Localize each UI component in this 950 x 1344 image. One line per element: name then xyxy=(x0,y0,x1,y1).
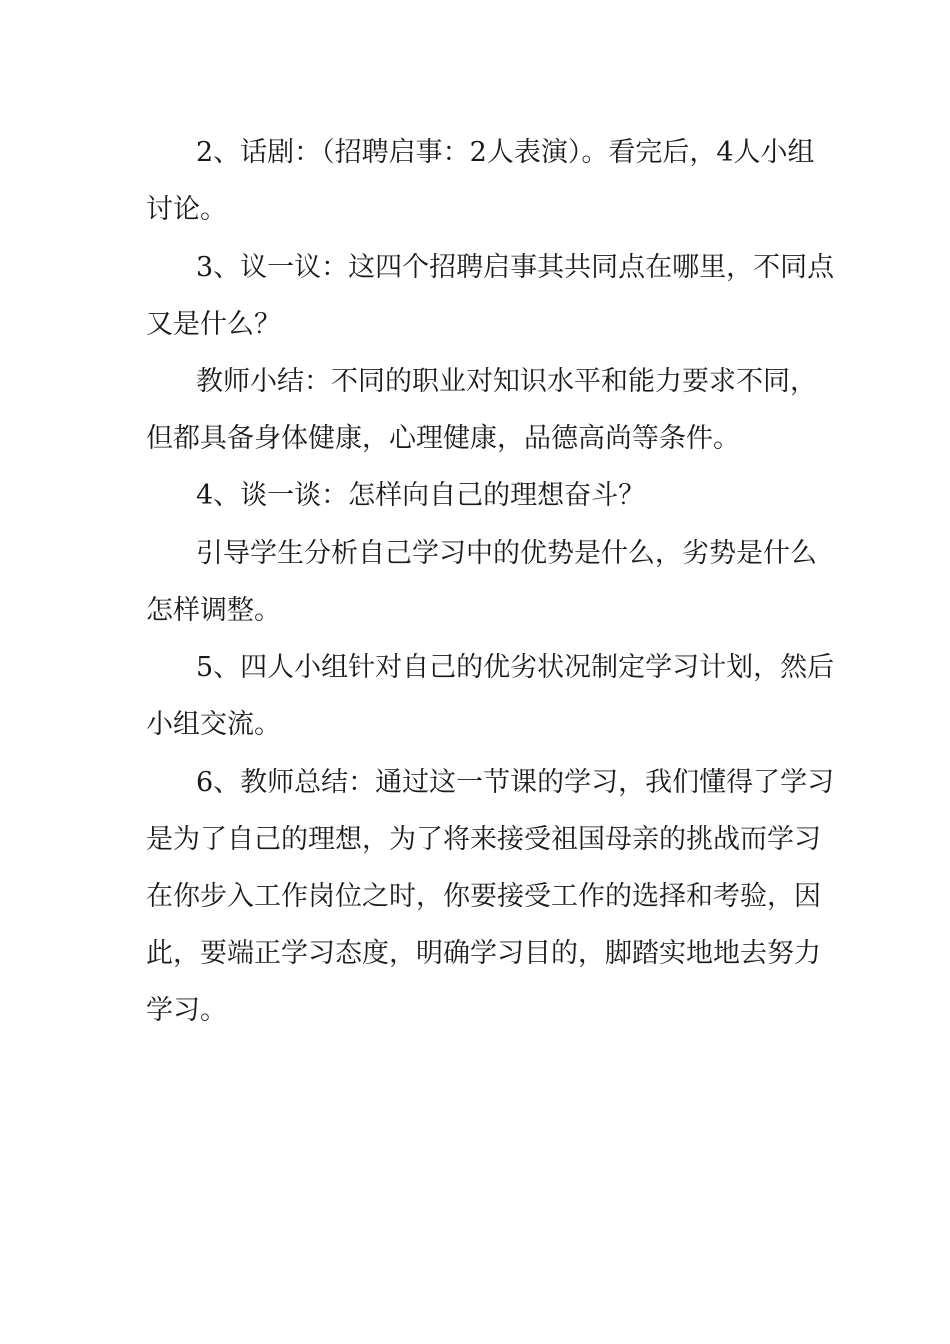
paragraph-7-line-1: 6、教师总结：通过这一节课的学习，我们懂得了学习 xyxy=(196,767,835,798)
paragraph-7-line-4: 此，要端正学习态度，明确学习目的，脚踏实地地去努力 xyxy=(146,938,821,969)
paragraph-2-line-1: 3、议一议：这四个招聘启事其共同点在哪里，不同点 xyxy=(196,252,835,283)
paragraph-6-line-1: 5、四人小组针对自己的优劣状况制定学习计划，然后 xyxy=(196,652,835,683)
paragraph-5-line-2: 怎样调整。 xyxy=(146,595,281,626)
paragraph-7-line-3: 在你步入工作岗位之时，你要接受工作的选择和考验，因 xyxy=(146,881,821,912)
paragraph-5-line-1: 引导学生分析自己学习中的优势是什么，劣势是什么 xyxy=(196,538,817,569)
paragraph-7-line-5: 学习。 xyxy=(146,995,227,1026)
paragraph-1-line-1: 2、话剧：（招聘启事：2人表演）。看完后，4人小组 xyxy=(196,137,815,168)
paragraph-4-line-1: 4、谈一谈：怎样向自己的理想奋斗？ xyxy=(196,480,646,511)
paragraph-1-line-2: 讨论。 xyxy=(146,194,227,225)
paragraph-2-line-2: 又是什么？ xyxy=(146,309,281,340)
paragraph-3-line-2: 但都具备身体健康，心理健康，品德高尚等条件。 xyxy=(146,423,740,454)
paragraph-3-line-1: 教师小结：不同的职业对知识水平和能力要求不同， xyxy=(196,366,817,397)
paragraph-6-line-2: 小组交流。 xyxy=(146,709,281,740)
paragraph-7-line-2: 是为了自己的理想，为了将来接受祖国母亲的挑战而学习 xyxy=(146,824,821,855)
